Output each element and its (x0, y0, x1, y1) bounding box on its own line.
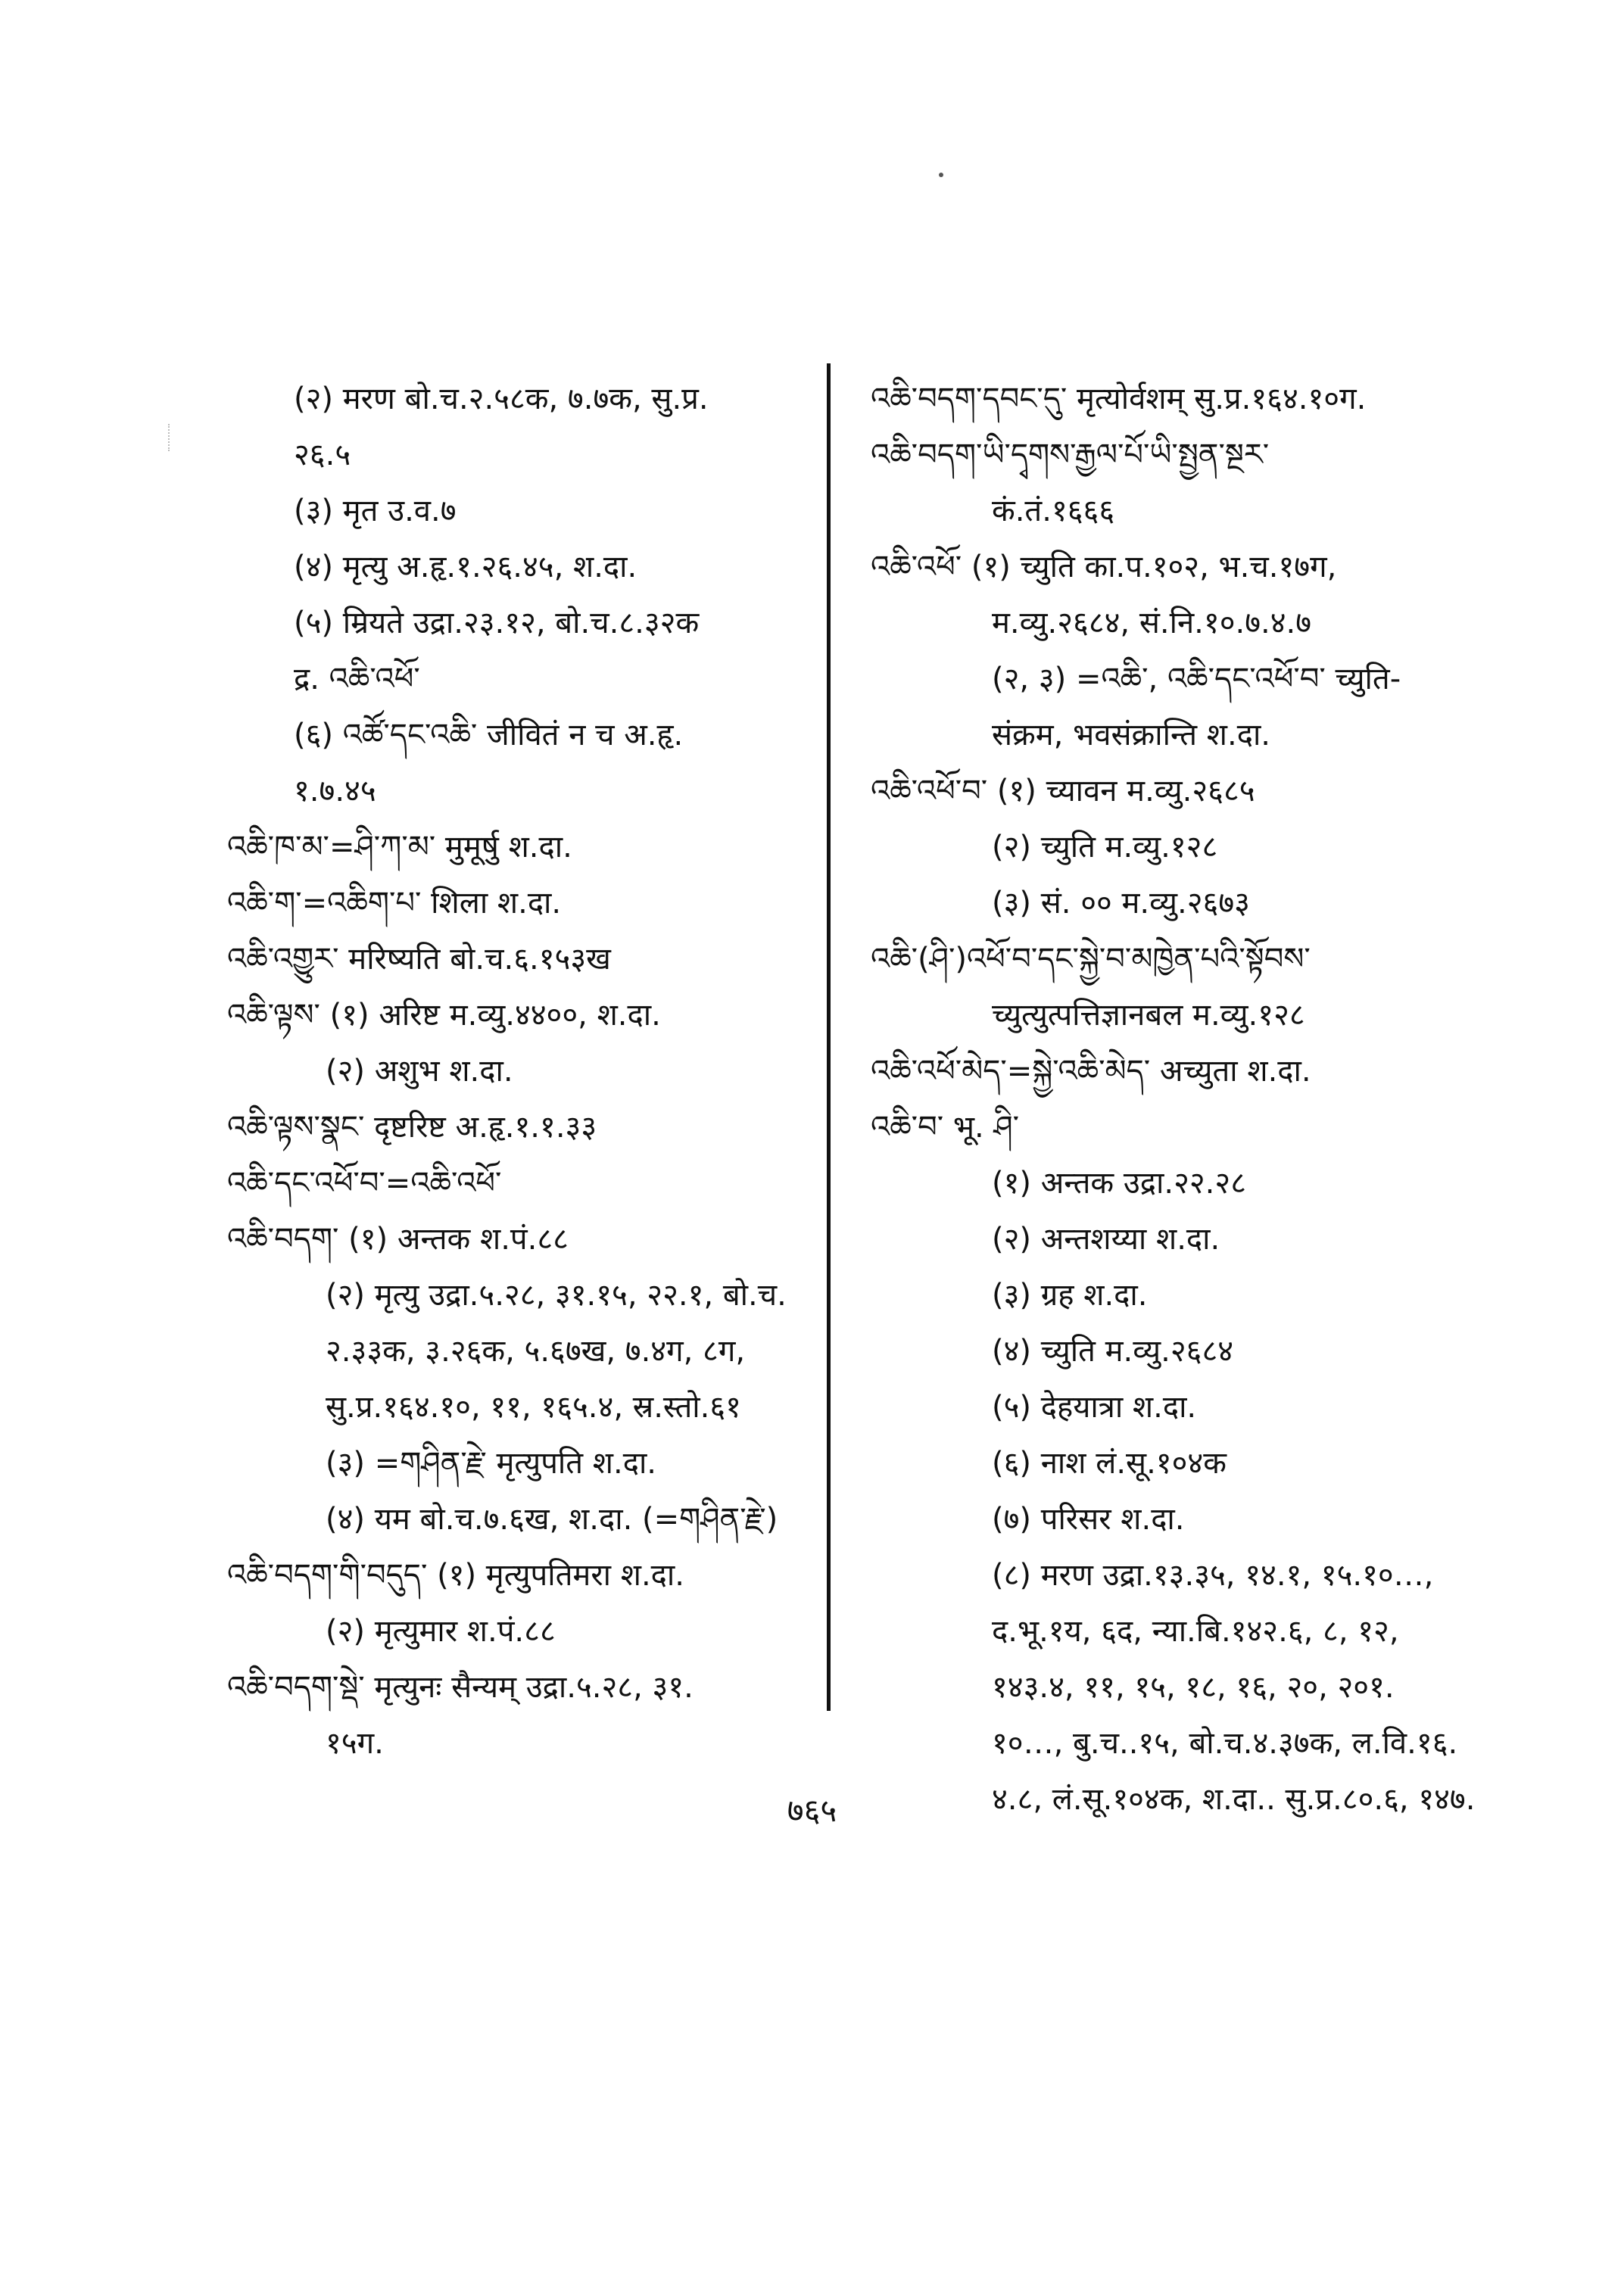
entry-line: (५) म्रियते उद्रा.२३.१२, बो.च.८.३२क (294, 606, 700, 640)
entry-line: འཆི་ཁ་མ་=ཤི་ཀ་མ་ मुमूर्षु श.दा. (227, 830, 572, 865)
scan-speck (939, 173, 943, 177)
entry-line: (८) मरण उद्रा.१३.३५, १४.१, १५.१०…, (992, 1558, 1434, 1593)
entry-line: འཆི་ལྟས་ (१) अरिष्ट म.व्यु.४४००, श.दा. (227, 998, 661, 1033)
entry-line: (५) देहयात्रा श.दा. (992, 1390, 1197, 1425)
entry-line: च्युत्युत्पत्तिज्ञानबल म.व्यु.१२८ (992, 998, 1305, 1033)
entry-line: संक्रम, भवसंक्रान्ति श.दा. (992, 718, 1271, 752)
right-column (871, 371, 1476, 1827)
entry-line: १४३.४, ११, १५, १८, १६, २०, २०१. (992, 1670, 1395, 1705)
entry-line: (२) मृत्यु उद्रा.५.२८, ३१.१५, २२.१, बो.च. (326, 1278, 787, 1313)
scan-margin-marks (168, 424, 173, 451)
left-column (227, 371, 825, 1771)
entry-line: འཆི་འཕོ་མེད་=སྐྱེ་འཆི་མེད་ अच्युता श.दा. (871, 1054, 1311, 1089)
entry-line: (३) =གཤིན་རྗེ་ मृत्युपति श.दा. (326, 1446, 657, 1481)
entry-line: འཆི་བདག་དབང་དུ་ मृत्योर्वशम् सु.प्र.१६४.१०ग. (871, 382, 1367, 416)
entry-line: (२, ३) =འཆི་, འཆི་དང་འཕོ་བ་ च्युति- (992, 662, 1401, 696)
entry-line: २६.५ (294, 438, 351, 472)
entry-line: १५ग. (326, 1726, 384, 1761)
entry-line: (७) परिसर श.दा. (992, 1502, 1185, 1537)
entry-line: म.व्यु.२६८४, सं.नि.१०.७.४.७ (992, 606, 1312, 640)
page-number: ७६५ (787, 1792, 837, 1829)
entry-line: ४.८, लं.सू.१०४क, श.दा.. सु.प्र.८०.६, १४७. (992, 1782, 1476, 1817)
entry-line: འཆི་འགྱུར་ मरिष्यति बो.च.६.१५३ख (227, 942, 611, 977)
entry-line: (१) अन्तक उद्रा.२२.२८ (992, 1166, 1246, 1201)
entry-line: (२) मरण बो.च.२.५८क, ७.७क, सु.प्र. (294, 382, 709, 416)
entry-line: འཆི་ག་=འཆིག་པ་ शिला श.दा. (227, 886, 562, 921)
entry-line: (२) अन्तशय्या श.दा. (992, 1222, 1220, 1257)
entry-line: १०…, बु.च..१५, बो.च.४.३७क, ल.वि.१६. (992, 1726, 1458, 1761)
entry-line: (३) मृत उ.व.७ (294, 494, 457, 528)
entry-line: འཆི་བདག་སྡེ་ मृत्युनः सैन्यम् उद्रा.५.२८, ३१. (227, 1670, 694, 1705)
entry-line: २.३३क, ३.२६क, ५.६७ख, ७.४ग, ८ग, (326, 1334, 746, 1369)
entry-line: (३) ग्रह श.दा. (992, 1278, 1148, 1313)
entry-line: (४) मृत्यु अ.हृ.१.२६.४५, श.दा. (294, 550, 637, 584)
entry-line: कं.तं.१६६६ (992, 494, 1115, 528)
entry-line: (२) मृत्युमार श.पं.८८ (326, 1614, 556, 1649)
entry-line: འཆི་འཕོ་ (१) च्युति का.प.१०२, भ.च.१७ग, (871, 550, 1337, 584)
entry-line: (४) च्युति म.व्यु.२६८४ (992, 1334, 1234, 1369)
entry-line: འཆི་དང་འཕོ་བ་=འཆི་འཕོ་ (227, 1166, 502, 1201)
entry-line: (३) सं. ०० म.व्यु.२६७३ (992, 886, 1250, 921)
entry-line: सु.प्र.१६४.१०, ११, १६५.४, स्र.स्तो.६१ (326, 1390, 741, 1425)
entry-line: (६) འཚོ་དང་འཆི་ जीवितं न च अ.हृ. (294, 718, 684, 752)
entry-line: འཆི་བ་ भू. ཤི་ (871, 1110, 1020, 1145)
entry-line: (२) अशुभ श.दा. (326, 1054, 513, 1089)
entry-line: འཆི་བདག་ཡི་དྭགས་རྒྱལ་པོ་ཡི་སྤྱན་སྔར་ (871, 438, 1270, 472)
entry-line: འཆི་བདག་གི་བདུད་ (१) मृत्युपतिमरा श.दा. (227, 1558, 684, 1593)
entry-line: १.७.४५ (294, 774, 376, 808)
entry-line: (२) च्युति म.व्यु.१२८ (992, 830, 1218, 865)
entry-line: འཆི་ལྟས་སྣང་ दृष्टरिष्ट अ.हृ.१.१.३३ (227, 1110, 597, 1145)
entry-line: द.भू.१य, ६द, न्या.बि.१४२.६, ८, १२, (992, 1614, 1399, 1649)
column-divider (827, 363, 831, 1711)
entry-line: (६) नाश लं.सू.१०४क (992, 1446, 1227, 1481)
entry-line: (४) यम बो.च.७.६ख, श.दा. (=གཤིན་རྗེ་) (326, 1502, 778, 1537)
entry-line: द्र. འཆི་འཕོ་ (294, 662, 420, 696)
entry-line: འཆི་འཕོ་བ་ (१) च्यावन म.व्यु.२६८५ (871, 774, 1255, 808)
entry-line: འཆི་(ཤི་)འཕོ་བ་དང་སྐྱེ་བ་མཁྱེན་པའི་སྟོབས་ (871, 942, 1311, 977)
entry-line: འཆི་བདག་ (१) अन्तक श.पं.८८ (227, 1222, 569, 1257)
